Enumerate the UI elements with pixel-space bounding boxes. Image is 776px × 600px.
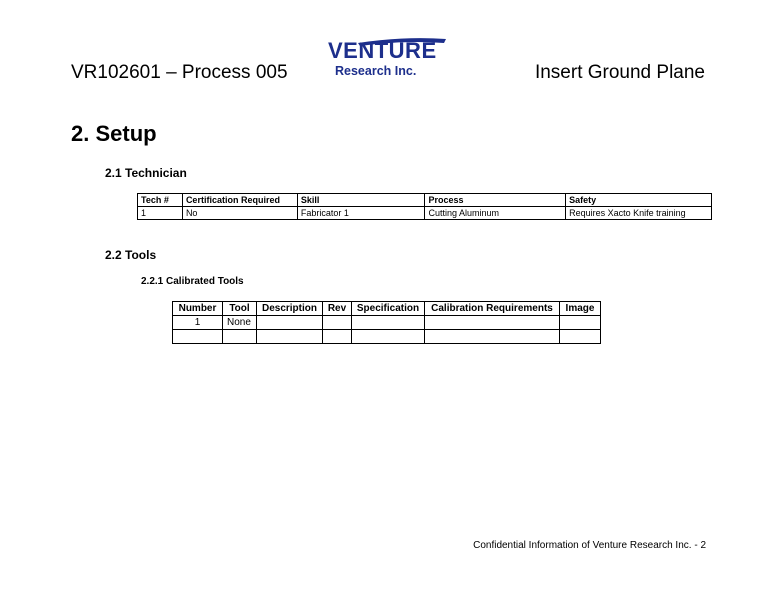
document-title: Insert Ground Plane bbox=[534, 62, 705, 83]
logo-word: VENTURE bbox=[328, 38, 437, 63]
table-cell bbox=[352, 316, 425, 330]
table-cell bbox=[425, 316, 560, 330]
table-cell bbox=[173, 330, 223, 344]
table-cell: Fabricator 1 bbox=[297, 207, 425, 220]
section-heading: 2. Setup bbox=[71, 121, 157, 146]
table-cell bbox=[323, 316, 352, 330]
table-cell bbox=[560, 330, 601, 344]
table-cell: Cutting Aluminum bbox=[425, 207, 566, 220]
page-footer: Confidential Information of Venture Research Inc. - 2 bbox=[473, 540, 706, 551]
table-row bbox=[138, 207, 712, 220]
column-header: Description bbox=[257, 302, 323, 316]
technician-heading: 2.1 Technician bbox=[105, 166, 187, 180]
column-header: Specification bbox=[352, 302, 425, 316]
column-header: Image bbox=[560, 302, 601, 316]
table-cell bbox=[223, 330, 257, 344]
table-cell: No bbox=[182, 207, 297, 220]
column-header: Skill bbox=[297, 194, 425, 207]
technician-table bbox=[137, 193, 712, 220]
calibrated-tools-heading: 2.2.1 Calibrated Tools bbox=[141, 276, 244, 287]
column-header: Tool bbox=[223, 302, 257, 316]
column-header: Certification Required bbox=[182, 194, 297, 207]
table-cell bbox=[425, 330, 560, 344]
table-cell bbox=[257, 316, 323, 330]
table-row bbox=[173, 330, 601, 344]
table-cell bbox=[352, 330, 425, 344]
table-cell bbox=[560, 316, 601, 330]
table-cell bbox=[323, 330, 352, 344]
table-cell bbox=[257, 330, 323, 344]
table-cell: 1 bbox=[173, 316, 223, 330]
column-header: Tech # bbox=[138, 194, 183, 207]
column-header: Rev bbox=[323, 302, 352, 316]
column-header: Number bbox=[173, 302, 223, 316]
logo-subtitle: Research Inc. bbox=[335, 64, 417, 78]
column-header: Process bbox=[425, 194, 566, 207]
column-header: Calibration Requirements bbox=[425, 302, 560, 316]
calibrated-tools-table bbox=[172, 301, 601, 344]
document-id: VR102601 – Process 005 bbox=[71, 62, 288, 83]
table-cell: None bbox=[223, 316, 257, 330]
table-header-row bbox=[138, 194, 712, 207]
table-cell: Requires Xacto Knife training bbox=[566, 207, 712, 220]
table-cell: 1 bbox=[138, 207, 183, 220]
venture-research-logo bbox=[324, 34, 450, 80]
table-row bbox=[173, 316, 601, 330]
column-header: Safety bbox=[566, 194, 712, 207]
table-header-row bbox=[173, 302, 601, 316]
tools-heading: 2.2 Tools bbox=[105, 248, 157, 262]
